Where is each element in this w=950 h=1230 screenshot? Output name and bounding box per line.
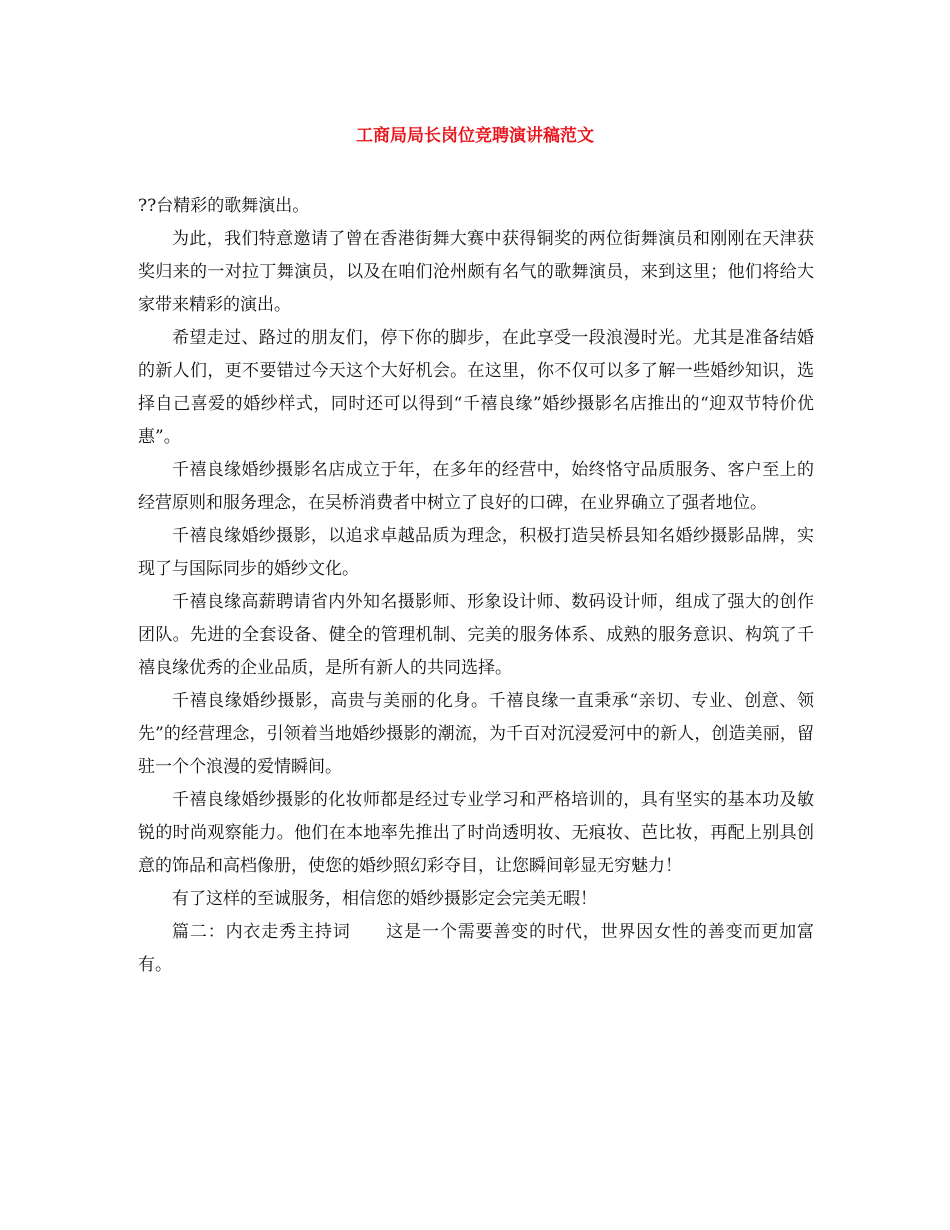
paragraph: 千禧良缘婚纱摄影，高贵与美丽的化身。千禧良缘一直秉承“亲切、专业、创意、领先”的经营理念，引领着当地婚纱摄影的潮流，为千百对沉浸爱河中的新人，创造美丽，留驻一个个浪漫的爱情瞬间。 xyxy=(138,691,814,777)
paragraph: 为此，我们特意邀请了曾在香港街舞大赛中获得铜奖的两位街舞演员和刚刚在天津获奖归来的一对拉丁舞演员，以及在咱们沧州颇有名气的歌舞演员，来到这里；他们将给大家带来精彩的演出。 xyxy=(138,229,814,315)
paragraph: 有了这样的至诚服务，相信您的婚纱摄影定会完美无暇！ xyxy=(172,889,597,909)
paragraph: 千禧良缘婚纱摄影名店成立于年，在多年的经营中，始终恪守品质服务、客户至上的经营原则和服务理念，在吴桥消费者中树立了良好的口碑，在业界确立了强者地位。 xyxy=(138,460,814,513)
document-title: 工商局局长岗位竞聘演讲稿范文 xyxy=(356,126,594,146)
document-body xyxy=(138,190,814,982)
paragraph: 篇二：内衣走秀主持词 这是一个需要善变的时代，世界因女性的善变而更加富有。 xyxy=(138,922,814,975)
paragraph: 千禧良缘高薪聘请省内外知名摄影师、形象设计师、数码设计师，组成了强大的创作团队。先进的全套设备、健全的管理机制、完美的服务体系、成熟的服务意识、构筑了千禧良缘优秀的企业品质，是所有新人的共同选择。 xyxy=(138,592,814,678)
paragraph: 千禧良缘婚纱摄影，以追求卓越品质为理念，积极打造吴桥县知名婚纱摄影品牌，实现了与国际同步的婚纱文化。 xyxy=(138,526,814,579)
paragraph: 希望走过、路过的朋友们，停下你的脚步，在此享受一段浪漫时光。尤其是准备结婚的新人们，更不要错过今天这个大好机会。在这里，你不仅可以多了解一些婚纱知识，选择自己喜爱的婚纱样式，同时还可以得到“千禧良缘”婚纱摄影名店推出的“迎双节特价优惠”。 xyxy=(138,328,814,447)
paragraph: 千禧良缘婚纱摄影的化妆师都是经过专业学习和严格培训的，具有坚实的基本功及敏锐的时尚观察能力。他们在本地率先推出了时尚透明妆、无痕妆、芭比妆，再配上别具创意的饰品和高档像册，使您的婚纱照幻彩夺目，让您瞬间彰显无穷魅力！ xyxy=(138,790,814,876)
paragraph: ??台精彩的歌舞演出。 xyxy=(138,196,310,216)
